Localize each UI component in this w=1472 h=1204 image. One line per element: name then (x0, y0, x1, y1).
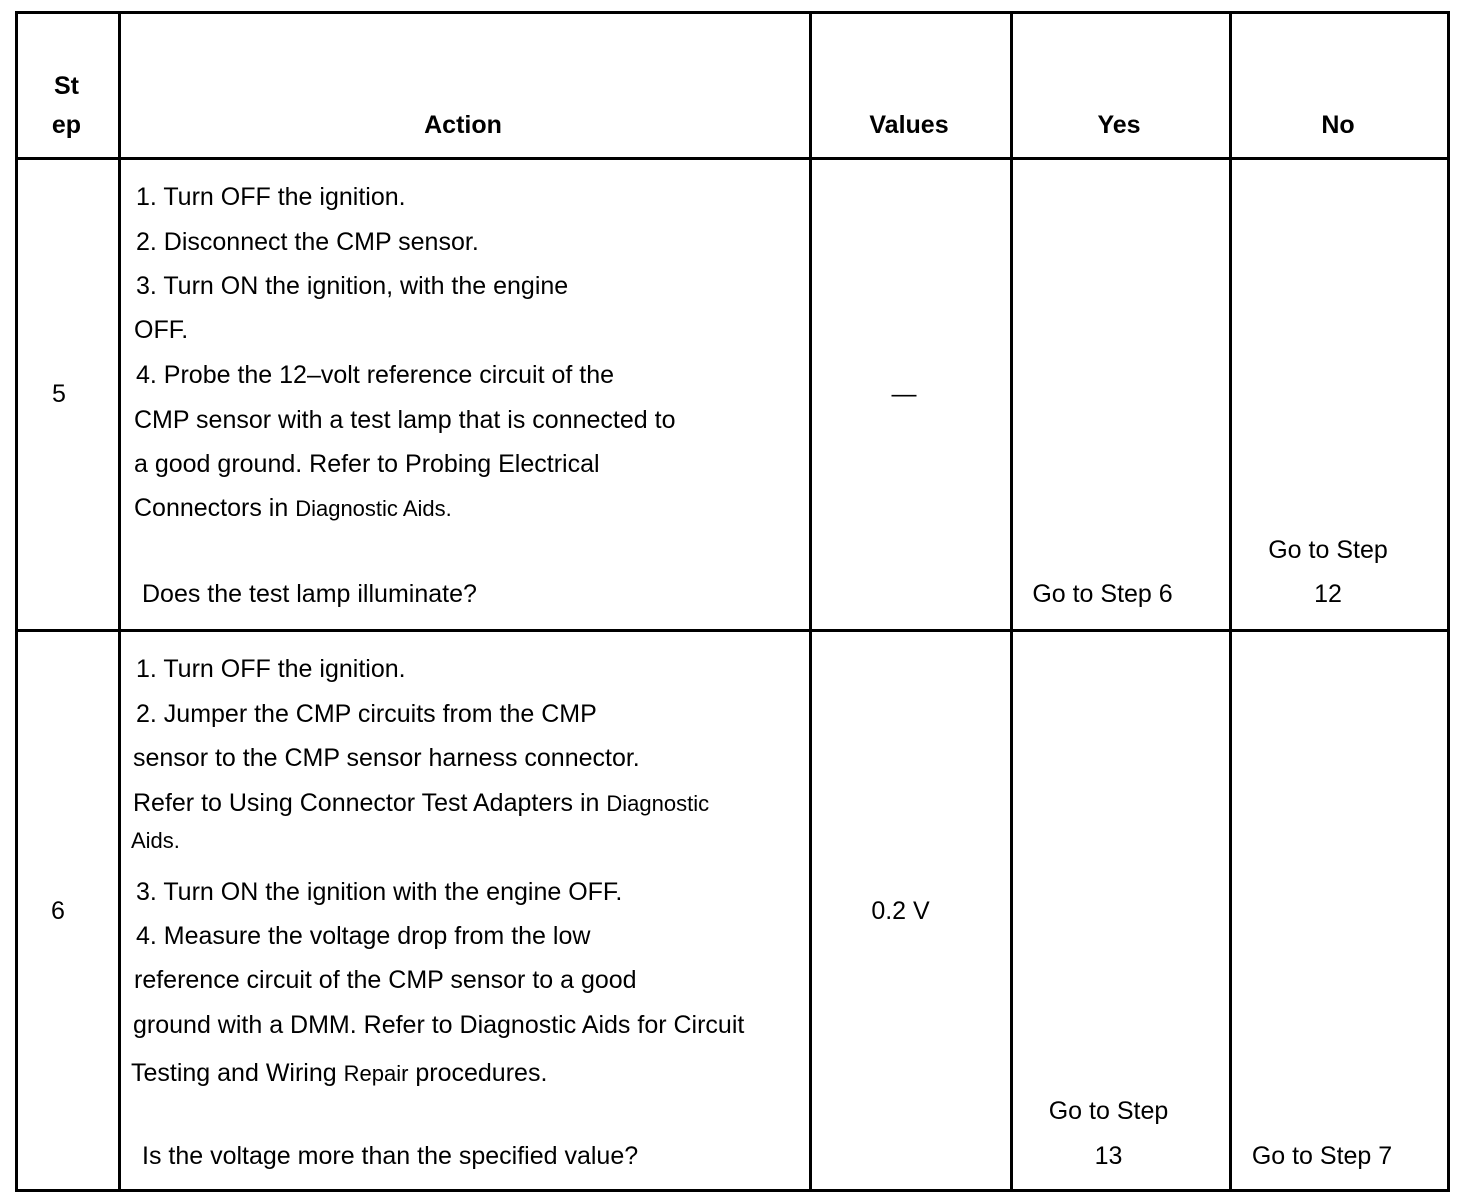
action-question: Does the test lamp illuminate? (142, 580, 477, 608)
reference-doc: Diagnostic Aids. (295, 496, 452, 521)
action-line: Testing and Wiring Repair procedures. (131, 1059, 548, 1087)
action-line: sensor to the CMP sensor harness connector. (133, 744, 640, 772)
column-divider (118, 14, 121, 1189)
action-line: 2. Disconnect the CMP sensor. (136, 228, 479, 256)
step-number: 6 (51, 897, 65, 925)
action-line: 1. Turn OFF the ignition. (136, 183, 406, 211)
action-line: a good ground. Refer to Probing Electrical (134, 450, 600, 478)
action-line: OFF. (134, 316, 189, 344)
action-line: CMP sensor with a test lamp that is connected to (134, 406, 676, 434)
action-line: Refer to Using Connector Test Adapters in Diagnostic (133, 789, 710, 817)
action-line: 1. Turn OFF the ignition. (136, 655, 406, 683)
action-line: 4. Measure the voltage drop from the low (136, 922, 591, 950)
no-cell-line2: 12 (1314, 580, 1342, 608)
step-number: 5 (52, 380, 66, 408)
reference-doc: Diagnostic (606, 791, 710, 816)
yes-cell-line2: 13 (1094, 1142, 1123, 1170)
action-line: reference circuit of the CMP sensor to a good (134, 966, 637, 994)
no-cell-line1: Go to Step (1268, 536, 1388, 564)
action-line: 3. Turn ON the ignition, with the engine (136, 272, 569, 300)
action-line: Connectors in Diagnostic Aids. (134, 494, 452, 522)
action-line: 4. Probe the 12–volt reference circuit of the (136, 361, 615, 389)
header-values: Values (869, 111, 949, 139)
row-divider (18, 157, 1447, 160)
header-yes: Yes (1097, 111, 1141, 139)
no-cell: Go to Step 7 (1251, 1142, 1393, 1170)
action-line: 3. Turn ON the ignition with the engine OFF. (136, 878, 623, 906)
yes-cell-line1: Go to Step (1048, 1097, 1169, 1125)
header-step-line1: St (54, 72, 79, 100)
yes-cell: Go to Step 6 (1032, 580, 1173, 608)
header-no: No (1321, 111, 1355, 139)
row-divider (18, 629, 1447, 632)
action-line: ground with a DMM. Refer to Diagnostic Aids for Circuit (133, 1011, 745, 1039)
action-line: Aids. (131, 828, 180, 853)
header-step-line2: ep (51, 111, 82, 139)
header-action: Action (424, 111, 502, 139)
value-cell: 0.2 V (871, 897, 930, 925)
action-question: Is the voltage more than the specified value? (142, 1142, 639, 1170)
column-divider (809, 14, 812, 1189)
value-cell: — (891, 380, 917, 408)
repair-word: Repair (343, 1061, 409, 1086)
action-line: 2. Jumper the CMP circuits from the CMP (136, 700, 597, 728)
